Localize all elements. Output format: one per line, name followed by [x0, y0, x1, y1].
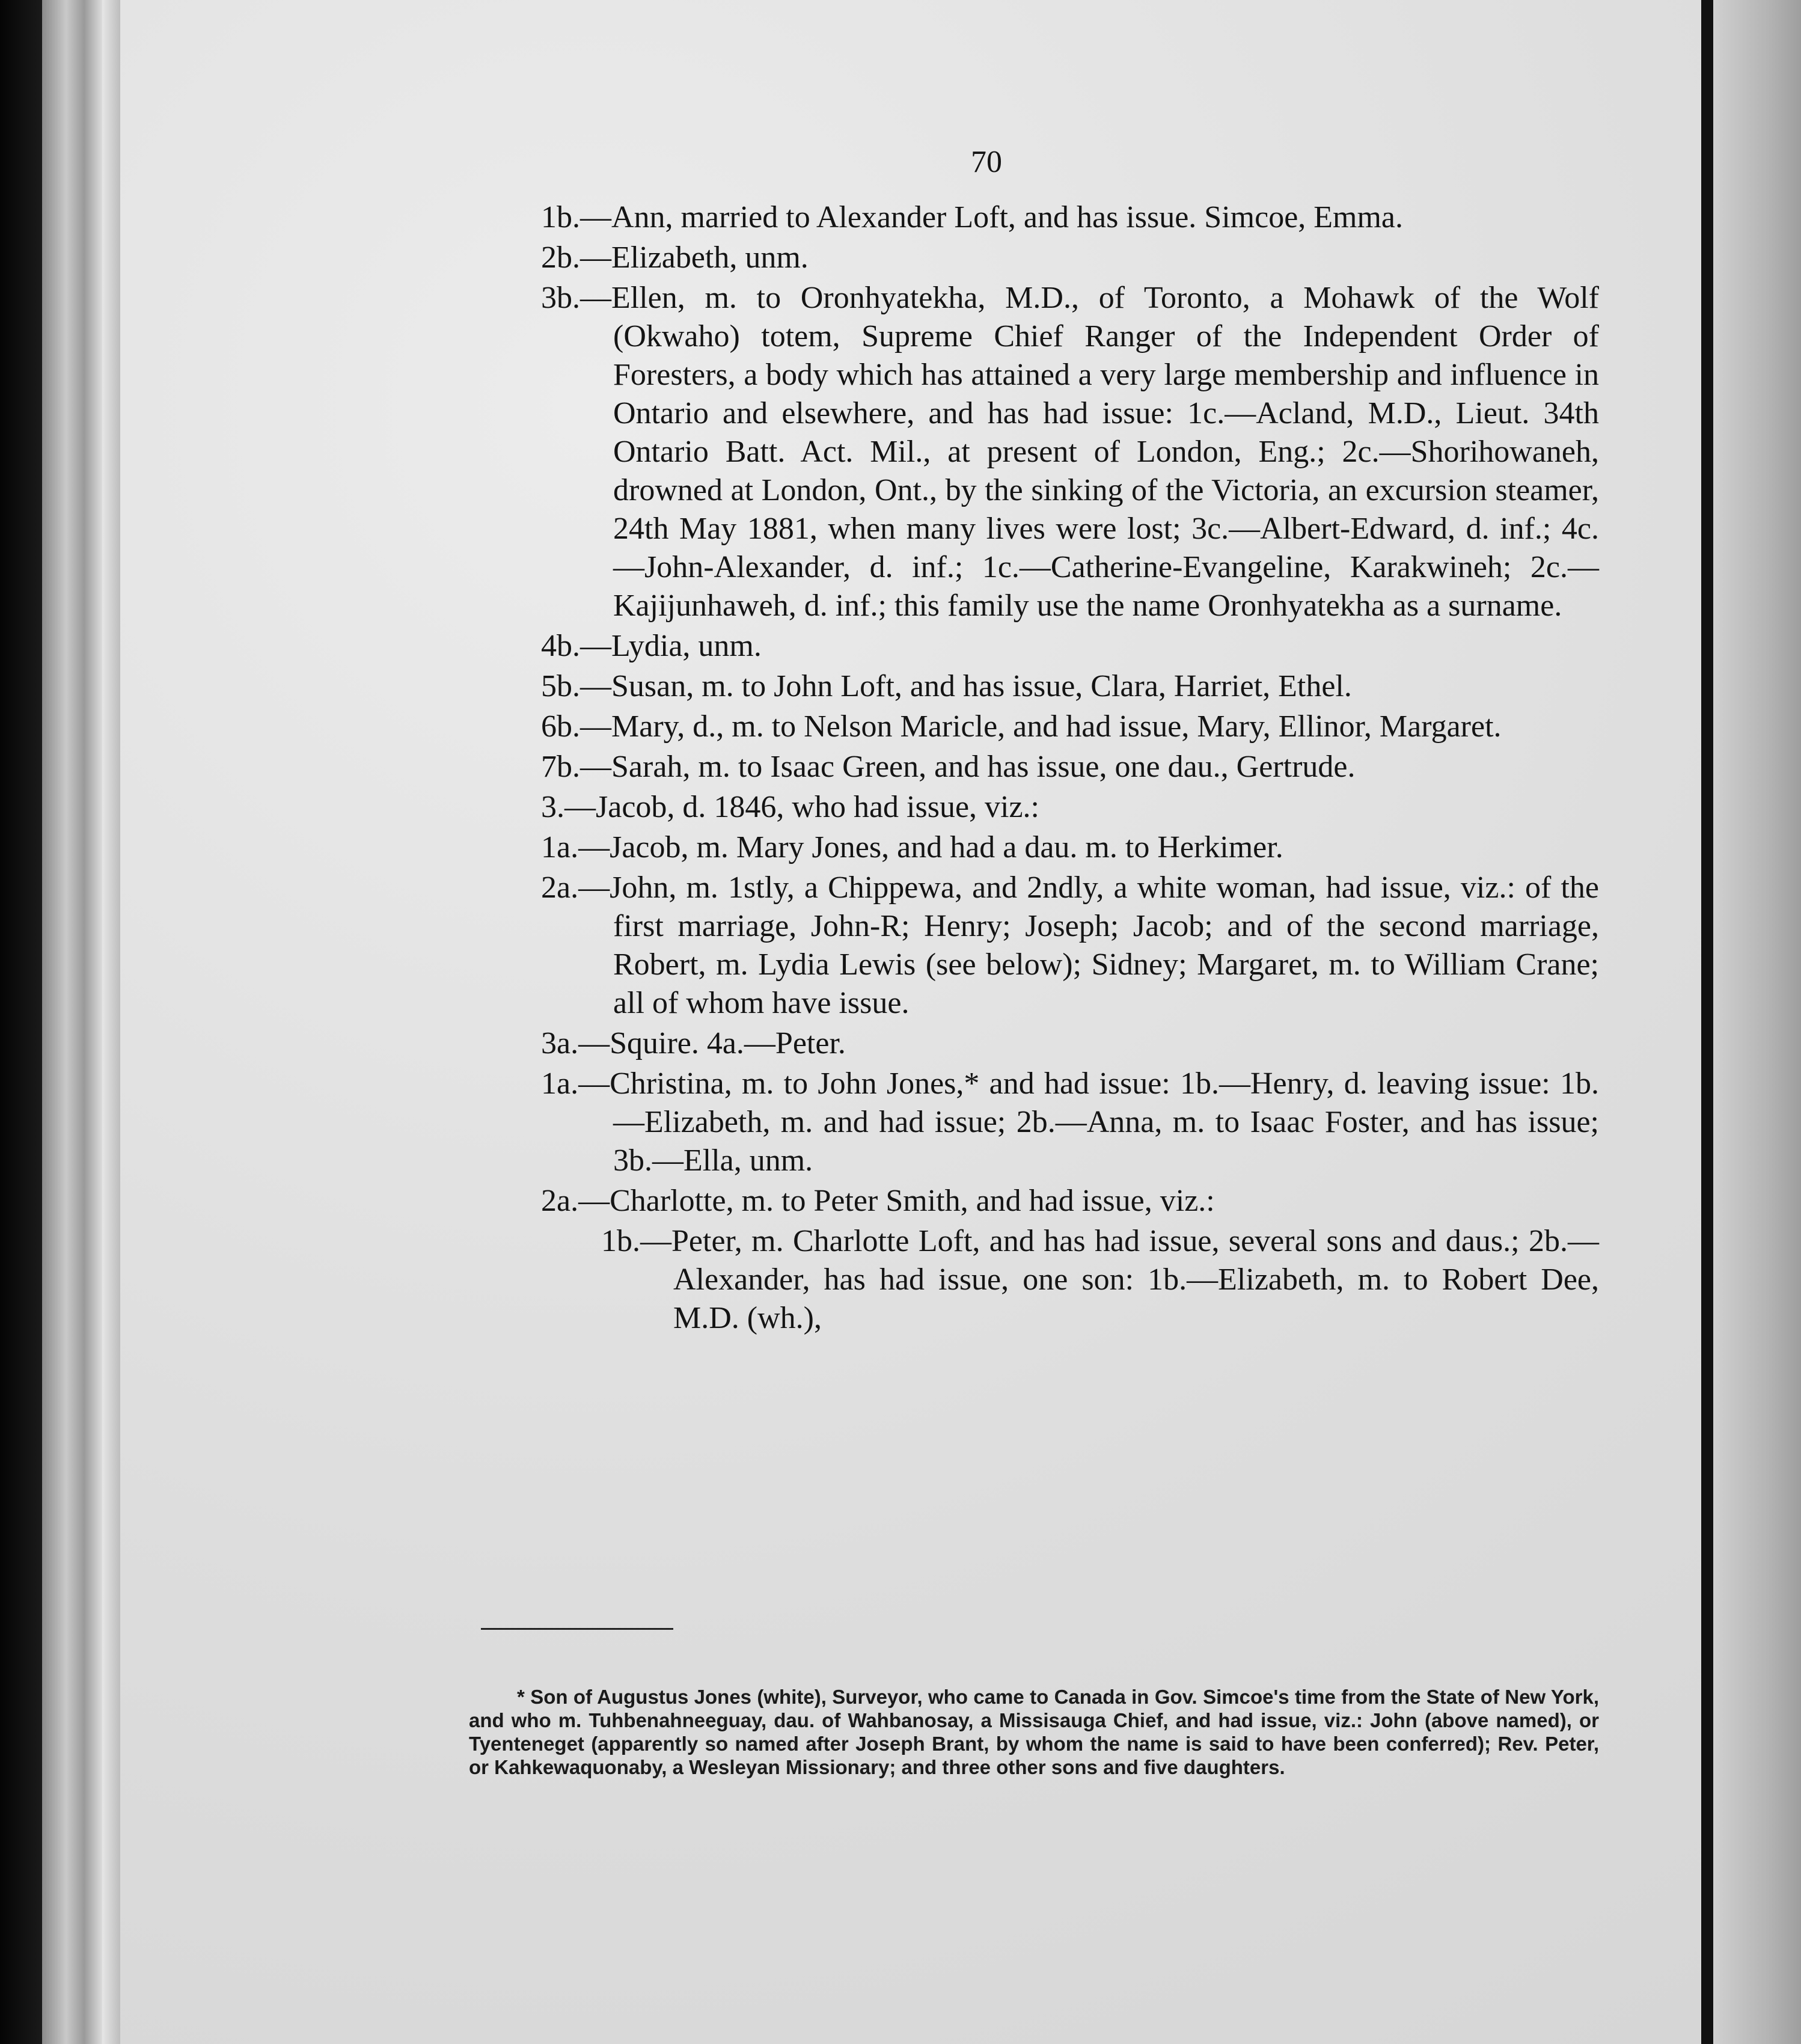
genealogy-entry: 6b.—Mary, d., m. to Nelson Maricle, and had issue, Mary, Ellinor, Margaret.	[541, 709, 1502, 744]
book-edge-left-pages	[42, 0, 102, 2044]
genealogy-entry: 2a.—Charlotte, m. to Peter Smith, and had issue, viz.:	[541, 1184, 1215, 1218]
genealogy-entry: 3a.—Squire. 4a.—Peter.	[541, 1026, 846, 1060]
footnote-divider	[481, 1628, 673, 1630]
genealogy-entry: 7b.—Sarah, m. to Isaac Green, and has issue, one dau., Gertrude.	[541, 750, 1356, 784]
genealogy-entry: 4b.—Lydia, unm.	[541, 629, 762, 663]
footnote: * Son of Augustus Jones (white), Surveyor, who came to Canada in Gov. Simcoe's time from the State of New York, and who m. Tuhbenahneeguay, dau. of Wahbanosay, a Missisauga Chief, and had issue, viz.: John (above named), or Tyenteneget (apparently so named after Joseph Brant, by whom the name is said to have been conferred); Rev. Peter, or Kahkewaquonaby, a Wesleyan Missionary; and three other sons and five daughters.	[469, 1686, 1599, 1778]
genealogy-entry: 1a.—Jacob, m. Mary Jones, and had a dau. m. to Herkimer.	[541, 830, 1283, 864]
genealogy-entry: 1a.—Christina, m. to John Jones,* and had issue: 1b.—Henry, d. leaving issue: 1b.—Elizabeth, m. and had issue; 2b.—Anna, m. to Isaac Foster, and has issue; 3b.—Ella, unm.	[541, 1066, 1599, 1178]
genealogy-entry: 2a.—John, m. 1stly, a Chippewa, and 2ndly, a white woman, had issue, viz.: of the first marriage, John-R; Henry; Joseph; Jacob; and of the second marriage, Robert, m. Lydia Lewis (see below); Sidney; Margaret, m. to William Crane; all of whom have issue.	[541, 871, 1599, 1020]
book-edge-left-dark	[0, 0, 42, 2044]
body-text	[541, 198, 1599, 1339]
page-number: 70	[971, 145, 1002, 179]
book-edge-left-shadow	[102, 0, 120, 2044]
book-edge-right-pages	[1713, 0, 1801, 2044]
genealogy-entry: 3b.—Ellen, m. to Oronhyatekha, M.D., of Toronto, a Mohawk of the Wolf (Okwaho) totem, Supreme Chief Ranger of the Independent Order of Foresters, a body which has attained a very large membership and influence in Ontario and elsewhere, and has had issue: 1c.—Acland, M.D., Lieut. 34th Ontario Batt. Act. Mil., at present of London, Eng.; 2c.—Shorihowaneh, drowned at London, Ont., by the sinking of the Victoria, an excursion steamer, 24th May 1881, when many lives were lost; 3c.—Albert-Edward, d. inf.; 4c.—John-Alexander, d. inf.; 1c.—Catherine-Evangeline, Karakwineh; 2c.—Kajijunhaweh, d. inf.; this family use the name Oronhyatekha as a surname.	[541, 281, 1599, 623]
genealogy-entry-nested: 1b.—Peter, m. Charlotte Loft, and has had issue, several sons and daus.; 2b.—Alexander, has had issue, one son: 1b.—Elizabeth, m. to Robert Dee, M.D. (wh.),	[601, 1224, 1599, 1335]
genealogy-entry: 1b.—Ann, married to Alexander Loft, and has issue. Simcoe, Emma.	[541, 200, 1404, 234]
genealogy-entry: 3.—Jacob, d. 1846, who had issue, viz.:	[541, 790, 1040, 824]
genealogy-entry: 5b.—Susan, m. to John Loft, and has issue, Clara, Harriet, Ethel.	[541, 669, 1352, 703]
book-gutter-right	[1701, 0, 1713, 2044]
book-page	[120, 0, 1701, 2044]
genealogy-entry: 2b.—Elizabeth, unm.	[541, 240, 809, 275]
